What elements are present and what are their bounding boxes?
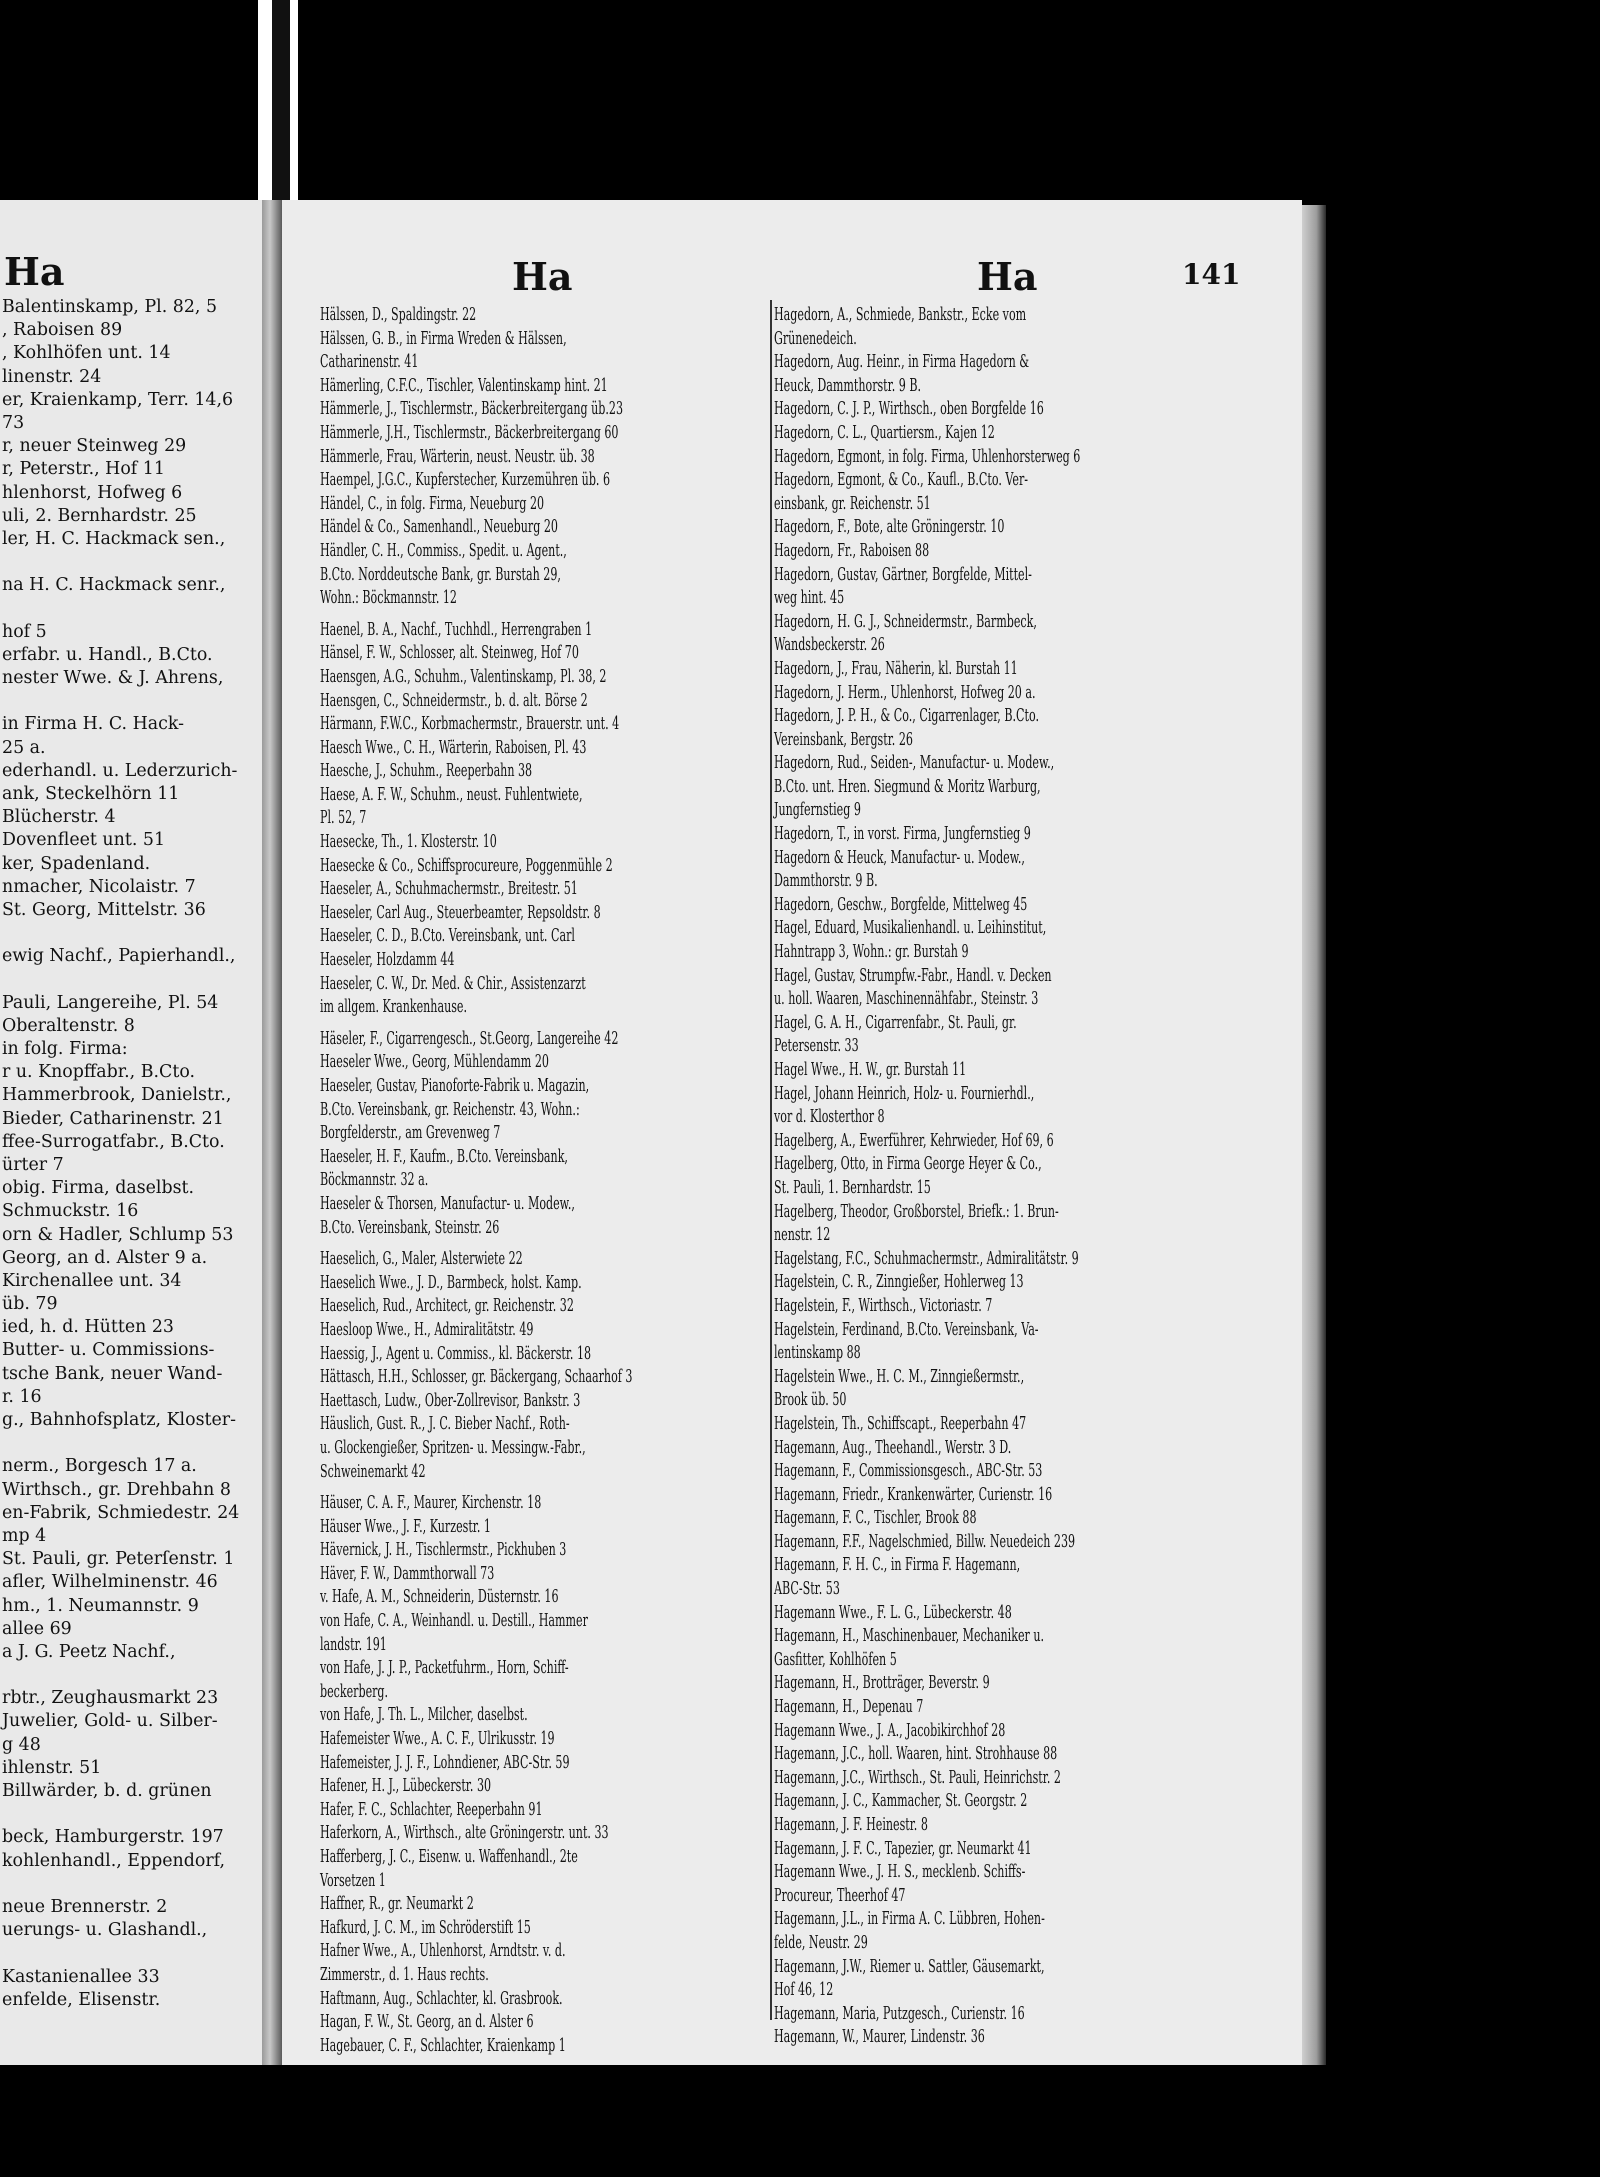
directory-entry: Haettasch, Ludw., Ober-Zollrevisor, Bankstr. 3	[320, 1389, 581, 1411]
left-page-line: Wirthsch., gr. Drehbahn 8	[2, 1479, 231, 1500]
directory-entry: von Hafe, J. Th. L., Milcher, daselbst.	[320, 1704, 528, 1726]
directory-entry: Jungfernstieg 9	[774, 799, 861, 821]
directory-entry: Hagemann Wwe., J. A., Jacobikirchhof 28	[774, 1719, 1006, 1741]
directory-entry: Hagelstein, F., Wirthsch., Victoriastr. 7	[774, 1294, 993, 1316]
left-page-line: g 48	[2, 1734, 41, 1755]
directory-entry: Hagedorn, H. G. J., Schneidermstr., Barmbeck,	[774, 610, 1037, 632]
directory-entry: Hagedorn, Gustav, Gärtner, Borgfelde, Mittel-	[774, 563, 1032, 585]
left-page-line: in Firma H. C. Hack-	[2, 714, 184, 735]
directory-entry: Haesch Wwe., C. H., Wärterin, Raboisen, Pl. 43	[320, 736, 587, 758]
left-page-line: Dovenfleet unt. 51	[2, 830, 166, 851]
directory-entry: Hagedorn, Fr., Raboisen 88	[774, 539, 930, 561]
directory-entry: Heuck, Dammthorstr. 9 B.	[774, 374, 922, 396]
left-page-line: , Raboisen 89	[2, 320, 123, 341]
directory-entry: Dammthorstr. 9 B.	[774, 870, 878, 892]
left-page-line: r. 16	[2, 1386, 42, 1407]
directory-entry: Haftmann, Aug., Schlachter, kl. Grasbrook.	[320, 1987, 563, 2009]
left-page-line: Georg, an d. Alster 9 a.	[2, 1247, 208, 1268]
directory-entry: einsbank, gr. Reichenstr. 51	[774, 492, 931, 514]
directory-entry: von Hafe, J. J. P., Packetfuhrm., Horn, Schiff-	[320, 1657, 569, 1679]
left-page-line: erfabr. u. Handl., B.Cto.	[2, 644, 213, 665]
left-page-line: tsche Bank, neuer Wand-	[2, 1363, 223, 1384]
directory-entry: Hof 46, 12	[774, 1979, 834, 2001]
book-spine	[258, 0, 298, 210]
left-page-line	[0, 597, 262, 620]
directory-entry: beckerberg.	[320, 1680, 389, 1702]
directory-entry: Hämmerle, J., Tischlermstr., Bäckerbreitergang üb.23	[320, 398, 624, 420]
directory-entry: Zimmerstr., d. 1. Haus rechts.	[320, 1963, 489, 1985]
directory-entry: Haeseler & Thorsen, Manufactur- u. Modew.,	[320, 1192, 575, 1214]
directory-entry: Brook üb. 50	[774, 1389, 847, 1411]
directory-entry	[320, 1239, 773, 1247]
left-page-line: hm., 1. Neumannstr. 9	[2, 1595, 199, 1616]
directory-entry: weg hint. 45	[774, 587, 845, 609]
left-page-line	[0, 968, 262, 991]
left-page-line: allee 69	[2, 1618, 72, 1639]
left-page-line	[0, 1803, 262, 1826]
directory-entry: lentinskamp 88	[774, 1342, 861, 1364]
left-page-line: en-Fabrik, Schmiedestr. 24	[2, 1502, 240, 1523]
book-gutter	[262, 200, 282, 2065]
directory-entry: v. Hafe, A. M., Schneiderin, Düsternstr. 16	[320, 1586, 559, 1608]
directory-entry: Haeseler Wwe., Georg, Mühlendamm 20	[320, 1051, 549, 1073]
directory-entry: Hagelstang, F.C., Schuhmachermstr., Admiralitätstr. 9	[774, 1247, 1079, 1269]
left-page-running-head: Ha	[4, 249, 65, 294]
directory-entry: Hagelstein, Th., Schiffscapt., Reeperbahn 47	[774, 1412, 1027, 1434]
directory-entry: Hagedorn, J., Frau, Näherin, kl. Burstah 11	[774, 657, 1018, 679]
directory-entry: Hagelberg, Theodor, Großborstel, Briefk.: 1. Brun-	[774, 1200, 1059, 1222]
directory-entry: Haeseler, C. D., B.Cto. Vereinsbank, unt. Carl	[320, 925, 575, 947]
left-page-line: nerm., Borgesch 17 a.	[2, 1456, 197, 1477]
directory-entry: Hagedorn & Heuck, Manufactur- u. Modew.,	[774, 846, 1025, 868]
directory-entry: Hagan, F. W., St. Georg, an d. Alster 6	[320, 2011, 534, 2033]
directory-entry: Haeseler, C. W., Dr. Med. & Chir., Assistenzarzt	[320, 972, 586, 994]
left-page-line: linenstr. 24	[2, 366, 102, 387]
directory-entry: Hagedorn, Egmont, & Co., Kaufl., B.Cto. Ver-	[774, 469, 1029, 491]
left-page-line: nester Wwe. & J. Ahrens,	[2, 668, 224, 688]
directory-entry: Hagemann, F. H. C., in Firma F. Hagemann,	[774, 1554, 1021, 1576]
left-page-line: Pauli, Langereihe, Pl. 54	[2, 992, 219, 1013]
directory-entry: Hättasch, H.H., Schlosser, gr. Bäckergang, Schaarhof 3	[320, 1366, 633, 1388]
directory-entry: Haeselich Wwe., J. D., Barmbeck, holst. Kamp.	[320, 1271, 582, 1293]
directory-entry: Haferkorn, A., Wirthsch., alte Gröningerstr. unt. 33	[320, 1822, 609, 1844]
directory-entry: Haffner, R., gr. Neumarkt 2	[320, 1893, 474, 1915]
directory-entry: Haenel, B. A., Nachf., Tuchhdl., Herrengraben 1	[320, 618, 593, 640]
directory-entry: Häuser, C. A. F., Maurer, Kirchenstr. 18	[320, 1492, 542, 1514]
directory-entry: Hagel, Eduard, Musikalienhandl. u. Leihinstitut,	[774, 917, 1047, 939]
directory-entry: Haese, A. F. W., Schuhm., neust. Fuhlentwiete,	[320, 783, 583, 805]
directory-entry: Haensgen, C., Schneidermstr., b. d. alt. Börse 2	[320, 689, 588, 711]
directory-entry: Hänsel, F. W., Schlosser, alt. Steinweg, Hof 70	[320, 642, 579, 664]
left-page-line: Oberaltenstr. 8	[2, 1015, 135, 1036]
left-page-line: mp 4	[2, 1525, 47, 1546]
directory-entry: Hagemann Wwe., F. L. G., Lübeckerstr. 48	[774, 1601, 1012, 1623]
directory-entry: Pl. 52, 7	[320, 807, 367, 829]
left-page-line	[0, 690, 262, 713]
directory-entry: Hagemann, Friedr., Krankenwärter, Curienstr. 16	[774, 1483, 1053, 1505]
directory-entry: Hagemann, H., Brotträger, Beverstr. 9	[774, 1672, 990, 1694]
directory-entry: Hagemann, H., Depenau 7	[774, 1696, 924, 1718]
running-head-left: Ha	[512, 254, 573, 299]
left-page-line: ied, h. d. Hütten 23	[2, 1317, 174, 1338]
directory-entry: Hagedorn, C. L., Quartiersm., Kajen 12	[774, 421, 995, 443]
directory-entry: Häver, F. W., Dammthorwall 73	[320, 1562, 495, 1584]
directory-entry: Hafemeister Wwe., A. C. F., Ulrikusstr. 19	[320, 1728, 555, 1750]
directory-entry: Haesecke, Th., 1. Klosterstr. 10	[320, 831, 497, 853]
directory-entry: Häuslich, Gust. R., J. C. Bieber Nachf., Roth-	[320, 1413, 570, 1435]
directory-entry: Hagemann, J. C., Kammacher, St. Georgstr. 2	[774, 1790, 1028, 1812]
left-page-line: hof 5	[2, 621, 47, 642]
directory-entry: Schweinemarkt 42	[320, 1460, 426, 1482]
directory-entry: u. holl. Waaren, Maschinennähfabr., Steinstr. 3	[774, 988, 1039, 1010]
left-page-line: ederhandl. u. Lederzurich-	[2, 760, 238, 781]
directory-entry: Hagedorn, F., Bote, alte Gröningerstr. 10	[774, 516, 1005, 538]
left-page-line	[0, 1942, 262, 1965]
directory-entry: B.Cto. Norddeutsche Bank, gr. Burstah 29,	[320, 563, 561, 585]
directory-entry: Hagedorn, Aug. Heinr., in Firma Hagedorn &	[774, 351, 1030, 373]
directory-entry: Hagemann, H., Maschinenbauer, Mechaniker u.	[774, 1625, 1045, 1647]
left-page-line: g., Bahnhofsplatz, Kloster-	[2, 1410, 236, 1430]
directory-entry: Hävernick, J. H., Tischlermstr., Pickhuben 3	[320, 1539, 567, 1561]
directory-entry: Haeseler, Gustav, Pianoforte-Fabrik u. Magazin,	[320, 1075, 590, 1096]
directory-entry: Haempel, J.G.C., Kupferstecher, Kurzemühren üb. 6	[320, 469, 611, 491]
left-page-line: Juwelier, Gold- u. Silber-	[2, 1711, 218, 1732]
directory-entry: Grünenedeich.	[774, 327, 857, 349]
directory-entry: Haessig, J., Agent u. Commiss., kl. Bäckerstr. 18	[320, 1342, 592, 1364]
directory-entry: Hagelstein, C. R., Zinngießer, Hohlerweg 13	[774, 1271, 1024, 1293]
left-page-line: hlenhorst, Hofweg 6	[2, 482, 183, 503]
directory-entry: felde, Neustr. 29	[774, 1931, 868, 1953]
directory-entry: Hagemann, Aug., Theehandl., Werstr. 3 D.	[774, 1436, 1012, 1458]
directory-entry: Vereinsbank, Bergstr. 26	[774, 728, 913, 750]
left-page-line: obig. Firma, daselbst.	[2, 1178, 195, 1199]
directory-entry: Hagemann, J.C., holl. Waaren, hint. Strohhause 88	[774, 1743, 1058, 1765]
directory-entry: Hahntrapp 3, Wohn.: gr. Burstah 9	[774, 941, 969, 963]
directory-entry: Gasfitter, Kohlhöfen 5	[774, 1648, 897, 1670]
directory-entry: Hämerling, C.F.C., Tischler, Valentinskamp hint. 21	[320, 374, 608, 396]
directory-entry: Hagel, G. A. H., Cigarrenfabr., St. Pauli, gr.	[774, 1011, 1017, 1033]
directory-entry: Hagemann, F.F., Nagelschmied, Billw. Neuedeich 239	[774, 1530, 1076, 1552]
left-page-line: Schmuckstr. 16	[2, 1201, 139, 1222]
left-page-line: St. Georg, Mittelstr. 36	[2, 899, 206, 920]
directory-entry: Hagemann, J. F. C., Tapezier, gr. Neumarkt 41	[774, 1837, 1032, 1859]
directory-entry: Hafferberg, J. C., Eisenw. u. Waffenhandl., 2te	[320, 1846, 578, 1867]
left-page-line: r u. Knopffabr., B.Cto.	[2, 1062, 196, 1083]
left-page-line: ewig Nachf., Papierhandl.,	[2, 946, 236, 967]
directory-entry: B.Cto. Vereinsbank, gr. Reichenstr. 43, Wohn.:	[320, 1098, 580, 1120]
directory-entry: Hälssen, G. B., in Firma Wreden & Hälssen,	[320, 327, 567, 349]
left-page-line: St. Pauli, gr. Peterſenstr. 1	[2, 1549, 235, 1570]
directory-entry: Hafener, H. J., Lübeckerstr. 30	[320, 1775, 492, 1797]
directory-entry: Hagel, Gustav, Strumpfw.-Fabr., Handl. v. Decken	[774, 964, 1052, 986]
left-page-line: ürter 7	[2, 1154, 64, 1175]
left-page-line: Balentinskamp, Pl. 82, 5	[2, 297, 218, 317]
directory-entry: Händel, C., in folg. Firma, Neueburg 20	[320, 492, 545, 514]
left-page-line: 73	[2, 412, 25, 433]
directory-entry: Haesecke & Co., Schiffsprocureure, Poggenmühle 2	[320, 854, 613, 876]
left-page-line: r, neuer Steinweg 29	[2, 436, 187, 457]
directory-entry: vor d. Klosterthor 8	[774, 1106, 885, 1128]
directory-entry: Borgfelderstr., am Grevenweg 7	[320, 1122, 501, 1144]
directory-entry: Hagemann, F. C., Tischler, Brook 88	[774, 1507, 977, 1529]
directory-entry: Hagelstein Wwe., H. C. M., Zinngießermstr.,	[774, 1365, 1025, 1387]
directory-entry	[320, 610, 773, 618]
directory-entry: Petersenstr. 33	[774, 1035, 859, 1057]
left-page-line: enfelde, Elisenstr.	[2, 1989, 161, 2010]
directory-entry: Händler, C. H., Commiss., Spedit. u. Agent.,	[320, 539, 567, 561]
directory-entry: Hafemeister, J. J. F., Lohndiener, ABC-Str. 59	[320, 1751, 570, 1773]
directory-entry: Hagedorn, J. P. H., & Co., Cigarrenlager, B.Cto.	[774, 705, 1039, 727]
directory-entry: Hagemann Wwe., J. H. S., mecklenb. Schiffs-	[774, 1861, 1026, 1883]
left-page-line: kohlenhandl., Eppendorf,	[2, 1850, 226, 1871]
directory-entry: Haeseler, A., Schuhmachermstr., Breitestr. 51	[320, 878, 578, 900]
left-page-line: ffee-Surrogatfabr., B.Cto.	[2, 1131, 225, 1152]
directory-entry: Hagedorn, Geschw., Borgfelde, Mittelweg 45	[774, 893, 1028, 915]
left-page-line: ker, Spadenland.	[2, 853, 151, 874]
page-edge	[1302, 205, 1326, 2065]
directory-entry: Haeseler, Holzdamm 44	[320, 949, 455, 971]
directory-entry: Hagelstein, Ferdinand, B.Cto. Vereinsbank, Va-	[774, 1318, 1039, 1340]
directory-entry: Wandsbeckerstr. 26	[774, 634, 885, 656]
directory-column-right	[774, 303, 1302, 2049]
left-page-line: uerungs- u. Glashandl.,	[2, 1920, 208, 1941]
directory-entry: Haeseler, H. F., Kaufm., B.Cto. Vereinsbank,	[320, 1145, 568, 1167]
left-page-line	[0, 1432, 262, 1455]
directory-entry: Hafer, F. C., Schlachter, Reeperbahn 91	[320, 1798, 543, 1820]
directory-entry: Haensgen, A.G., Schuhm., Valentinskamp, Pl. 38, 2	[320, 665, 607, 687]
left-page-line: in folg. Firma:	[2, 1039, 128, 1059]
left-page-line: er, Kraienkamp, Terr. 14,6	[2, 389, 234, 410]
directory-entry: Hagedorn, A., Schmiede, Bankstr., Ecke vom	[774, 304, 1027, 325]
left-page-text	[0, 296, 262, 2012]
left-page-line: üb. 79	[2, 1294, 58, 1315]
directory-entry: Hagelberg, A., Ewerführer, Kehrwieder, Hof 69, 6	[774, 1129, 1054, 1151]
left-page-line: na H. C. Hackmack senr.,	[2, 575, 226, 596]
left-page-line: ler, H. C. Hackmack sen.,	[2, 528, 226, 549]
left-page-line: afler, Wilhelminenstr. 46	[2, 1572, 218, 1593]
directory-entry: Hagedorn, C. J. P., Wirthsch., oben Borgfelde 16	[774, 398, 1044, 420]
directory-entry: Härmann, F.W.C., Korbmachermstr., Brauerstr. unt. 4	[320, 713, 620, 735]
directory-entry: Häuser Wwe., J. F., Kurzestr. 1	[320, 1515, 491, 1537]
directory-entry: Hagemann, J.C., Wirthsch., St. Pauli, Heinrichstr. 2	[774, 1766, 1061, 1788]
page-number: 141	[1182, 258, 1241, 291]
directory-entry: Hagedorn, T., in vorst. Firma, Jungfernstieg 9	[774, 823, 1031, 845]
directory-entry: Böckmannstr. 32 a.	[320, 1169, 429, 1191]
directory-entry: Haesche, J., Schuhm., Reeperbahn 38	[320, 760, 533, 782]
directory-entry: B.Cto. unt. Hren. Siegmund & Moritz Warburg,	[774, 775, 1041, 797]
directory-entry: Hagebauer, C. F., Schlachter, Kraienkamp 1	[320, 2034, 566, 2056]
directory-entry: Hagel, Johann Heinrich, Holz- u. Fournierhdl.,	[774, 1082, 1035, 1104]
left-page-line: a J. G. Peetz Nachf.,	[2, 1641, 176, 1662]
left-page-line: orn & Hadler, Schlump 53	[2, 1224, 234, 1245]
left-page-line	[0, 922, 262, 945]
left-page-line: ank, Steckelhörn 11	[2, 783, 180, 804]
directory-entry: Hagelberg, Otto, in Firma George Heyer & Co.,	[774, 1153, 1042, 1175]
left-page-line: Kastanienallee 33	[2, 1966, 160, 1987]
left-page-line: Butter- u. Commissions-	[2, 1340, 215, 1361]
directory-entry: Hälssen, D., Spaldingstr. 22	[320, 304, 477, 325]
left-page	[0, 200, 262, 2065]
directory-entry: Hämmerle, Frau, Wärterin, neust. Neustr. üb. 38	[320, 445, 595, 467]
directory-entry: Haeselich, Rud., Architect, gr. Reichenstr. 32	[320, 1295, 574, 1317]
left-page-line: neue Brennerstr. 2	[2, 1896, 168, 1917]
directory-entry: Haesloop Wwe., H., Admiralitätstr. 49	[320, 1318, 534, 1340]
left-page-line: uli, 2. Bernhardstr. 25	[2, 505, 197, 526]
directory-entry: Hafkurd, J. C. M., im Schröderstift 15	[320, 1916, 531, 1938]
left-page-line	[0, 551, 262, 574]
directory-entry: nenstr. 12	[774, 1224, 831, 1246]
directory-entry: Procureur, Theerhof 47	[774, 1884, 906, 1906]
directory-entry: Wohn.: Böckmannstr. 12	[320, 587, 457, 609]
directory-entry: Catharinenstr. 41	[320, 351, 419, 373]
directory-entry: Hagedorn, Egmont, in folg. Firma, Uhlenhorsterweg 6	[774, 445, 1081, 467]
left-page-line: Blücherstr. 4	[2, 807, 116, 828]
left-page-line: 25 a.	[2, 737, 46, 758]
left-page-line: nmacher, Nicolaistr. 7	[2, 876, 196, 897]
spine-band	[272, 0, 290, 210]
directory-entry: von Hafe, C. A., Weinhandl. u. Destill., Hammer	[320, 1610, 588, 1632]
right-page	[282, 200, 1302, 2065]
directory-entry: ABC-Str. 53	[774, 1578, 840, 1600]
left-page-line: Kirchenallee unt. 34	[2, 1270, 182, 1291]
directory-entry: Hagemann, W., Maurer, Lindenstr. 36	[774, 2026, 985, 2048]
directory-entry: Vorsetzen 1	[320, 1869, 386, 1891]
directory-entry: u. Glockengießer, Spritzen- u. Messingw.-Fabr.,	[320, 1436, 586, 1458]
left-page-line: , Kohlhöfen unt. 14	[2, 343, 171, 364]
directory-entry: im allgem. Krankenhause.	[320, 996, 467, 1018]
directory-entry: Hagemann, J.L., in Firma A. C. Lübbren, Hohen-	[774, 1908, 1045, 1930]
left-page-line: r, Peterstr., Hof 11	[2, 459, 165, 480]
directory-entry: Hagemann, F., Commissionsgesch., ABC-Str. 53	[774, 1460, 1043, 1482]
directory-entry: Haeseler, Carl Aug., Steuerbeamter, Repsoldstr. 8	[320, 901, 601, 923]
left-page-line	[0, 1664, 262, 1687]
left-page-line: Hammerbrook, Danielstr.,	[2, 1085, 232, 1106]
directory-entry: Haeselich, G., Maler, Alsterwiete 22	[320, 1248, 523, 1270]
directory-entry	[320, 1483, 773, 1491]
directory-entry: Häseler, F., Cigarrengesch., St.Georg, Langereihe 42	[320, 1027, 619, 1049]
running-head-right: Ha	[977, 254, 1038, 299]
directory-entry: Hagedorn, Rud., Seiden-, Manufactur- u. Modew.,	[774, 752, 1055, 774]
directory-entry: Hafner Wwe., A., Uhlenhorst, Arndtstr. v. d.	[320, 1940, 566, 1962]
directory-entry: Hagel Wwe., H. W., gr. Burstah 11	[774, 1059, 967, 1080]
directory-entry: Händel & Co., Samenhandl., Neueburg 20	[320, 516, 558, 538]
directory-entry: Hagedorn, J. Herm., Uhlenhorst, Hofweg 20 a.	[774, 681, 1036, 703]
directory-entry: Hagemann, Maria, Putzgesch., Curienstr. 16	[774, 2002, 1025, 2024]
left-page-line: rbtr., Zeughausmarkt 23	[2, 1688, 219, 1709]
directory-entry: landstr. 191	[320, 1633, 387, 1655]
directory-entry: Hagemann, J. F. Heinestr. 8	[774, 1814, 928, 1835]
directory-entry: St. Pauli, 1. Bernhardstr. 15	[774, 1176, 931, 1198]
left-page-line	[0, 1873, 262, 1896]
left-page-line: ihlenstr. 51	[2, 1757, 102, 1778]
directory-entry: Hämmerle, J.H., Tischlermstr., Bäckerbreitergang 60	[320, 421, 619, 443]
directory-entry	[320, 1019, 773, 1027]
left-page-line: Bieder, Catharinenstr. 21	[2, 1108, 224, 1129]
directory-entry: Hagemann, J.W., Riemer u. Sattler, Gäusemarkt,	[774, 1955, 1045, 1977]
directory-entry: B.Cto. Vereinsbank, Steinstr. 26	[320, 1216, 500, 1238]
left-page-line: beck, Hamburgerstr. 197	[2, 1827, 224, 1848]
left-page-line: Billwärder, b. d. grünen	[2, 1781, 212, 1801]
running-head	[282, 254, 1302, 298]
